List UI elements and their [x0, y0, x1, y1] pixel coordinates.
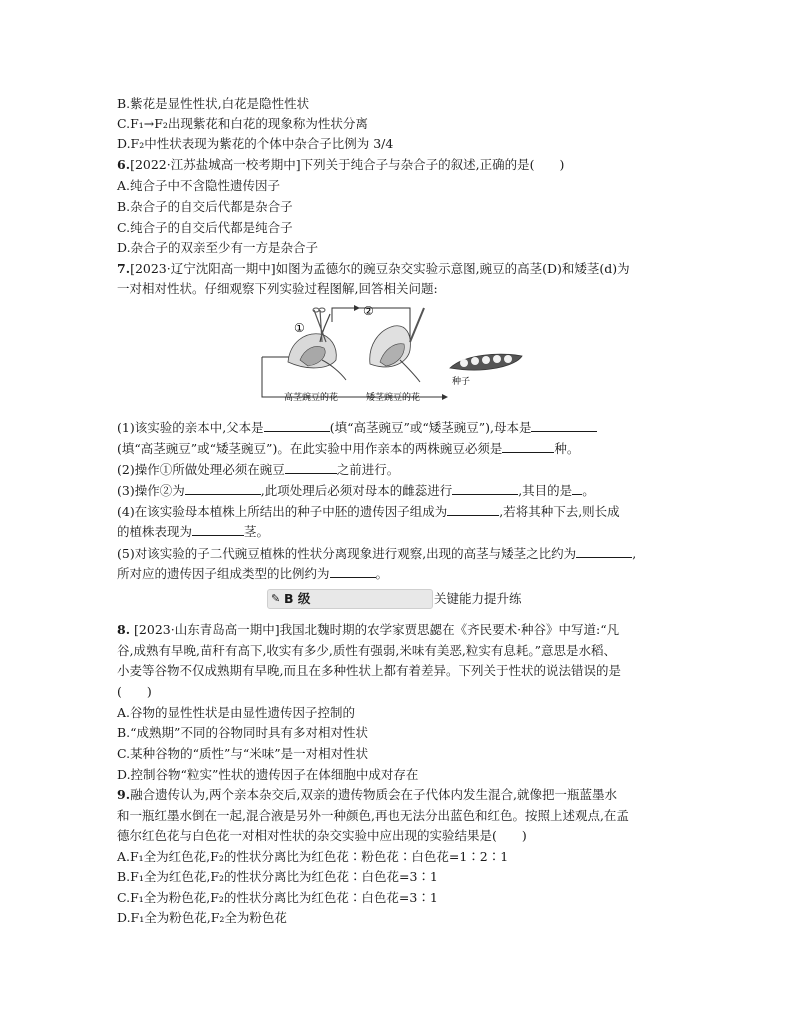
answer-blank[interactable] [264, 419, 330, 432]
q7-part5-text-b: , [632, 546, 637, 561]
q7-part2-text-b: 之前进行。 [336, 462, 400, 477]
q7-part4-text-d: 茎。 [244, 524, 270, 539]
q9-option-c: C.F₁全为粉色花,F₂的性状分离比为红色花∶白色花=3∶1 [117, 890, 438, 905]
q7-part3-text-d: 。 [582, 483, 595, 498]
pea-cross-diagram [260, 302, 530, 404]
q8-stem-line1 [117, 620, 619, 639]
section-level: B 级 [284, 591, 311, 606]
q9-option-b: B.F₁全为红色花,F₂的性状分离比为红色花∶白色花=3∶1 [117, 869, 438, 884]
q9-text1: 融合遗传认为,两个亲本杂交后,双亲的遗传物质会在子代体内发生混合,就像把一瓶蓝墨水 [130, 787, 617, 802]
q7-part1-line2 [117, 439, 579, 458]
q6-option-c: C.纯合子的自交后代都是纯合子 [117, 220, 293, 235]
answer-blank[interactable] [531, 419, 597, 432]
q8-stem-line4: ( ) [117, 684, 152, 699]
q8-stem-line3: 小麦等谷物不仅成熟期有早晚,而且在多种性状上都有着差异。下列关于性状的说法错误的是 [117, 663, 621, 678]
answer-blank[interactable] [447, 503, 499, 516]
q6-option-d: D.杂合子的双亲至少有一方是杂合子 [117, 240, 319, 255]
q7-part5-text-c: 所对应的遗传因子组成类型的比例约为 [117, 566, 330, 581]
q7-part4-text-c: 的植株表现为 [117, 524, 193, 539]
q8-option-c: C.某种谷物的“质性”与“米味”是一对相对性状 [117, 746, 369, 761]
q9-stem-line3: 德尔红色花与白色花一对相对性状的杂交实验中应出现的实验结果是( ) [117, 828, 527, 843]
pea-cross-figure [260, 302, 530, 404]
q7-part1-line1 [117, 418, 597, 437]
q8-option-b: B.“成熟期”不同的谷物同时具有多对相对性状 [117, 725, 368, 740]
q6-number: 6. [117, 157, 131, 172]
answer-blank[interactable] [576, 545, 632, 558]
section-banner [267, 589, 433, 609]
q8-option-d: D.控制谷物“粒实”性状的遗传因子在体细胞中成对存在 [117, 767, 419, 782]
pencil-icon: ✎ [271, 592, 281, 605]
answer-blank[interactable] [285, 461, 337, 474]
q5-option-b: B.紫花是显性性状,白花是隐性性状 [117, 96, 310, 111]
section-title: 关键能力提升练 [434, 591, 522, 606]
q7-part5-line2 [117, 564, 388, 583]
q5-option-c: C.F₁→F₂出现紫花和白花的现象称为性状分离 [117, 116, 368, 131]
short-flower-label: 矮茎豌豆的花 [366, 393, 421, 403]
q7-part5-text-a: (5)对该实验的子二代豌豆植株的性状分离现象进行观察,出现的高茎与矮茎之比约为 [117, 546, 577, 561]
q9-option-d: D.F₁全为粉色花,F₂全为粉色花 [117, 910, 287, 925]
short-pea-flower [370, 308, 424, 382]
q7-part5-line1 [117, 544, 636, 563]
step-2-label: ② [363, 304, 374, 318]
q7-number: 7. [117, 261, 131, 276]
answer-blank[interactable] [192, 523, 244, 536]
answer-blank[interactable] [330, 565, 376, 578]
q7-part1-text-d: 种。 [554, 441, 580, 456]
pea-pod [450, 354, 522, 370]
q7-part4-line2 [117, 522, 269, 541]
answer-blank[interactable] [452, 482, 518, 495]
q7-part3-text-a: (3)操作②为 [117, 483, 185, 498]
q5-option-d: D.F₂中性状表现为紫花的个体中杂合子比例为 3/4 [117, 136, 394, 151]
q8-stem-line2: 谷,成熟有早晚,苗秆有高下,收实有多少,质性有强弱,米味有美恶,粒实有息耗。”意思是水稻、 [117, 643, 616, 658]
answer-blank[interactable] [185, 482, 261, 495]
q7-part1-text-c: (填“高茎豌豆”或“矮茎豌豆”)。在此实验中用作亲本的两株豌豆必须是 [117, 441, 503, 456]
answer-blank[interactable] [572, 482, 582, 495]
q7-text1: [2023·辽宁沈阳高一期中]如图为孟德尔的豌豆杂交实验示意图,豌豆的高茎(D)和矮茎(d)为 [130, 261, 630, 276]
q7-part2-text-a: (2)操作①所做处理必须在豌豆 [117, 462, 285, 477]
q8-option-a: A.谷物的显性性状是由显性遗传因子控制的 [117, 705, 356, 720]
q7-part5-text-d: 。 [375, 566, 389, 581]
q9-number: 9. [117, 787, 131, 802]
q7-stem-line2: 一对相对性状。仔细观察下列实验过程图解,回答相关问题: [117, 281, 438, 296]
q7-part3-text-b: ,此项处理后必须对母本的雌蕊进行 [260, 483, 453, 498]
q7-part4-line1 [117, 502, 620, 521]
q6-stem [117, 155, 564, 174]
q8-number: 8. [117, 622, 131, 637]
q7-part4-text-b: ,若将其种下去,则长成 [499, 504, 620, 519]
q9-stem-line2: 和一瓶红墨水倒在一起,混合液是另外一种颜色,再也无法分出蓝色和红色。按照上述观点,在孟 [117, 808, 629, 823]
q7-stem-line1 [117, 259, 630, 278]
answer-blank[interactable] [502, 440, 554, 453]
tall-flower-label: 高茎豌豆的花 [284, 393, 339, 403]
q6-option-a: A.纯合子中不含隐性遗传因子 [117, 178, 281, 193]
tall-pea-flower [288, 308, 346, 380]
seed-label: 种子 [452, 377, 471, 387]
q7-part4-text-a: (4)在该实验母本植株上所结出的种子中胚的遗传因子组成为 [117, 504, 448, 519]
q7-part3-text-c: ,其目的是 [518, 483, 573, 498]
q6-text: [2022·江苏盐城高一校考期中]下列关于纯合子与杂合子的叙述,正确的是( ) [130, 157, 565, 172]
q7-part3 [117, 481, 595, 500]
q7-part1-text-a: (1)该实验的亲本中,父本是 [117, 420, 264, 435]
q7-part1-text-b: (填“高茎豌豆”或“矮茎豌豆”),母本是 [329, 420, 532, 435]
q7-part2 [117, 460, 399, 479]
q9-option-a: A.F₁全为红色花,F₂的性状分离比为红色花∶粉色花∶白色花=1∶2∶1 [117, 849, 509, 864]
step-1-label: ① [294, 321, 305, 335]
q8-text1: [2023·山东青岛高一期中]我国北魏时期的农学家贾思勰在《齐民要术·种谷》中写道:“凡 [134, 622, 620, 637]
q6-option-b: B.杂合子的自交后代都是杂合子 [117, 199, 293, 214]
q9-stem-line1 [117, 785, 617, 804]
